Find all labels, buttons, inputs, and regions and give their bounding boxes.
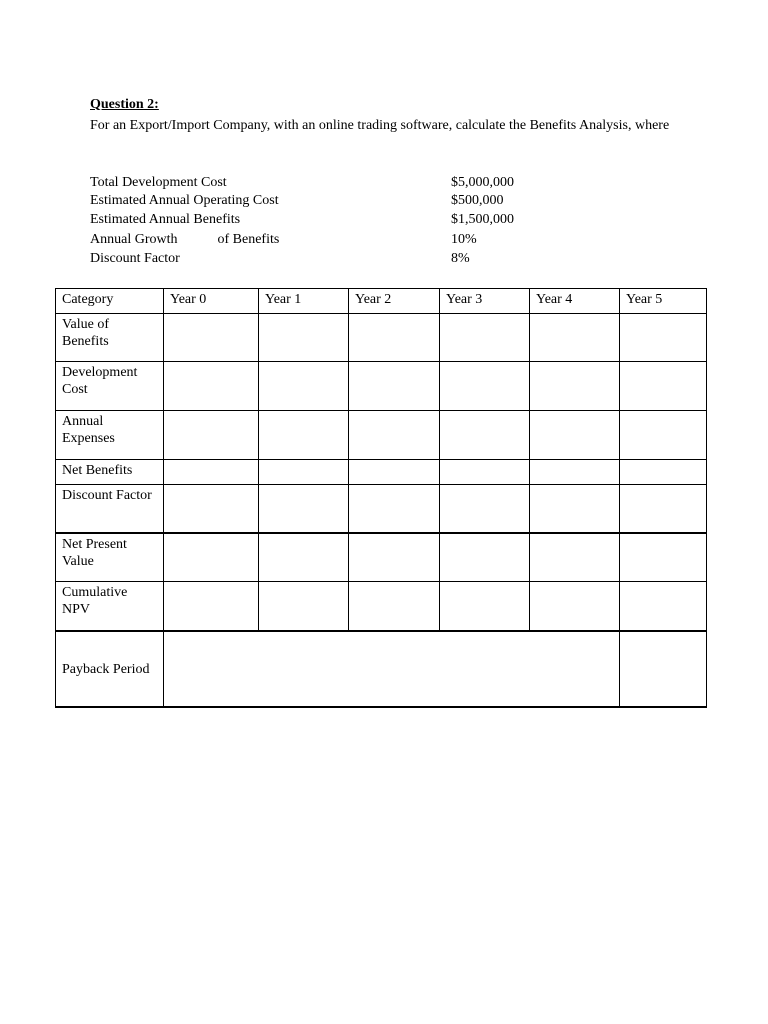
category-cell: Development Cost xyxy=(56,362,164,411)
table-row xyxy=(56,411,707,460)
input-cell[interactable] xyxy=(440,485,530,533)
given-label: Discount Factor xyxy=(90,251,180,266)
given-label xyxy=(90,230,279,249)
given-label-part: Annual Growth xyxy=(90,232,178,247)
input-cell[interactable] xyxy=(349,314,440,362)
input-cell[interactable] xyxy=(440,362,530,411)
input-cell[interactable] xyxy=(530,485,620,533)
input-cell[interactable] xyxy=(620,533,707,582)
input-cell[interactable] xyxy=(259,533,349,582)
given-label-part: of Benefits xyxy=(217,232,280,247)
benefits-analysis-table xyxy=(55,288,707,708)
input-cell[interactable] xyxy=(620,362,707,411)
input-cell[interactable] xyxy=(164,411,259,460)
input-cell[interactable] xyxy=(349,485,440,533)
input-cell[interactable] xyxy=(440,533,530,582)
header-cell: Year 2 xyxy=(349,289,440,314)
given-value: 8% xyxy=(451,251,470,266)
question-intro: For an Export/Import Company, with an online trading software, calculate the Benefits Analysis, where xyxy=(90,118,670,133)
input-cell[interactable] xyxy=(440,582,530,631)
given-value: $5,000,000 xyxy=(451,175,514,190)
input-cell[interactable] xyxy=(530,582,620,631)
input-cell[interactable] xyxy=(259,582,349,631)
table-row xyxy=(56,314,707,362)
category-cell: Net Present Value xyxy=(56,533,164,582)
input-cell[interactable] xyxy=(164,582,259,631)
header-cell: Year 4 xyxy=(530,289,620,314)
input-cell[interactable] xyxy=(440,314,530,362)
input-cell[interactable] xyxy=(620,411,707,460)
input-cell[interactable] xyxy=(530,314,620,362)
input-cell[interactable] xyxy=(440,460,530,485)
input-cell[interactable] xyxy=(620,485,707,533)
payback-label-cell: Payback Period xyxy=(56,631,164,707)
given-label: Estimated Annual Operating Cost xyxy=(90,193,279,208)
input-cell[interactable] xyxy=(349,533,440,582)
category-cell: Cumulative NPV xyxy=(56,582,164,631)
input-cell[interactable] xyxy=(164,362,259,411)
header-cell: Category xyxy=(56,289,164,314)
input-cell[interactable] xyxy=(349,582,440,631)
input-cell[interactable] xyxy=(620,582,707,631)
input-cell[interactable] xyxy=(530,362,620,411)
table-header-row xyxy=(56,289,707,314)
input-cell[interactable] xyxy=(164,533,259,582)
input-cell[interactable] xyxy=(349,460,440,485)
input-cell[interactable] xyxy=(164,485,259,533)
given-row xyxy=(90,210,560,229)
table-row xyxy=(56,362,707,411)
input-cell[interactable] xyxy=(259,411,349,460)
input-cell[interactable] xyxy=(530,533,620,582)
table-row xyxy=(56,460,707,485)
header-cell: Year 0 xyxy=(164,289,259,314)
input-cell[interactable] xyxy=(259,460,349,485)
input-cell[interactable] xyxy=(349,362,440,411)
payback-row xyxy=(56,631,707,707)
given-row xyxy=(90,173,560,192)
input-cell[interactable] xyxy=(620,314,707,362)
given-label: Total Development Cost xyxy=(90,175,227,190)
question-title: Question 2: xyxy=(90,97,159,112)
given-row xyxy=(90,249,560,268)
given-row xyxy=(90,230,560,249)
category-cell: Annual Expenses xyxy=(56,411,164,460)
header-cell: Year 5 xyxy=(620,289,707,314)
input-cell[interactable] xyxy=(349,411,440,460)
given-row xyxy=(90,191,560,210)
given-label: Estimated Annual Benefits xyxy=(90,212,241,227)
table-row xyxy=(56,533,707,582)
header-cell: Year 3 xyxy=(440,289,530,314)
table-row xyxy=(56,485,707,533)
given-value: $500,000 xyxy=(451,193,504,208)
given-value: 10% xyxy=(451,232,477,247)
payback-input-cell[interactable] xyxy=(164,631,620,707)
table-row xyxy=(56,582,707,631)
input-cell[interactable] xyxy=(530,411,620,460)
category-cell: Net Benefits xyxy=(56,460,164,485)
input-cell[interactable] xyxy=(620,460,707,485)
category-cell: Discount Factor xyxy=(56,485,164,533)
input-cell[interactable] xyxy=(164,460,259,485)
input-cell[interactable] xyxy=(164,314,259,362)
input-cell[interactable] xyxy=(259,485,349,533)
input-cell[interactable] xyxy=(259,314,349,362)
input-cell[interactable] xyxy=(440,411,530,460)
category-cell: Value of Benefits xyxy=(56,314,164,362)
input-cell[interactable] xyxy=(530,460,620,485)
payback-year5-cell[interactable] xyxy=(620,631,707,707)
input-cell[interactable] xyxy=(259,362,349,411)
header-cell: Year 1 xyxy=(259,289,349,314)
given-value: $1,500,000 xyxy=(451,212,514,227)
